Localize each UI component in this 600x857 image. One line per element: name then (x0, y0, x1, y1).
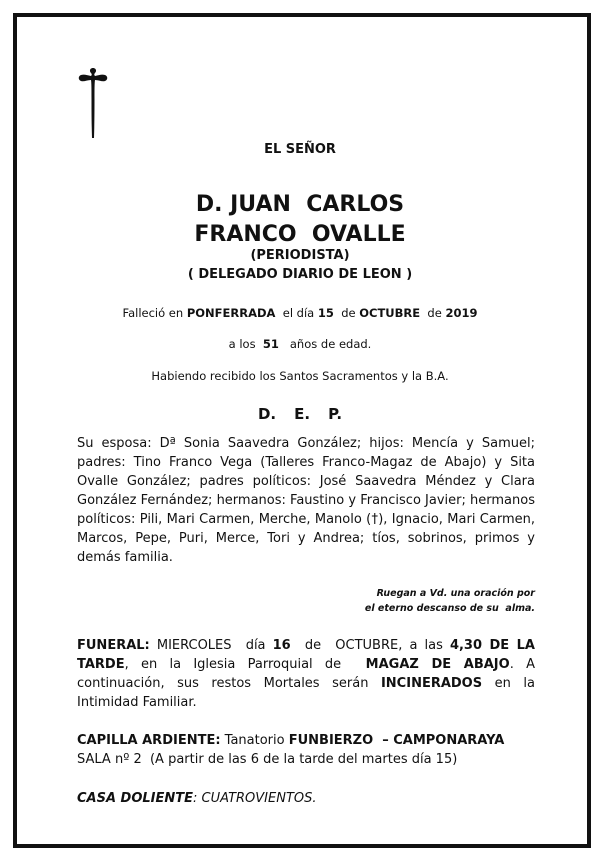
death-line (20, 306, 580, 320)
prayer-line-1: Ruegan a Vd. una oración por (376, 588, 535, 599)
capilla-line-2: SALA nº 2 (A partir de las 6 de la tarde del martes día 15) (77, 752, 458, 767)
casa-value: : CUATROVIENTOS. (193, 791, 317, 806)
funeral-day: 16 (272, 638, 291, 653)
prayer-line-2: el eterno descanso de su alma. (364, 603, 535, 614)
capilla-paragraph (77, 731, 535, 769)
funeral-text-4: . A continuación, sus restos Mortales serán (77, 657, 535, 691)
family-paragraph: Su esposa: Dª Sonia Saavedra González; hijos: Mencía y Samuel; padres: Tino Franco Vega (Talleres Franco-Magaz de Abajo) y Sita Ovalle González; padres políticos: José Saavedra Méndez y Clara González Fernández; hermanos: Faustino y Francisco Javier; hermanos políticos: Pili, Mari Carmen, Merche, Manolo (†), Ignacio, Mari Carmen, Marcos, Pepe, Puri, Merce, Tori y Andrea; tíos, sobrinos, primos y demás familia. (77, 436, 535, 565)
funeral-text-1: MIERCOLES día (149, 638, 273, 653)
funeral-text-5: en la Intimidad Familiar. (77, 676, 535, 710)
death-de2: de (420, 306, 446, 320)
funeral-text-2: de OCTUBRE, a las (290, 638, 450, 653)
dep-e: E. (294, 405, 311, 423)
death-year: 2019 (445, 306, 478, 320)
profession: (PERIODISTA) (250, 248, 350, 263)
age-value: 51 (262, 337, 279, 351)
age-prefix: a los (228, 337, 263, 351)
death-place: PONFERRADA (186, 306, 276, 320)
deceased-name (20, 190, 580, 250)
funeral-label: FUNERAL: (77, 638, 150, 653)
death-prefix: Falleció en (122, 306, 187, 320)
funeral-place: MAGAZ DE ABAJO (365, 657, 510, 672)
position: ( DELEGADO DIARIO DE LEON ) (187, 267, 413, 282)
dep-heading (20, 405, 580, 423)
capilla-label: CAPILLA ARDIENTE: (77, 733, 221, 748)
name-line-2: FRANCO OVALLE (194, 222, 406, 247)
name-line-1: D. JUAN CARLOS (195, 192, 405, 217)
funeral-paragraph (77, 636, 535, 712)
casa-label: CASA DOLIENTE (77, 791, 194, 806)
capilla-text: Tanatorio (220, 733, 289, 748)
death-mid: el día (275, 306, 318, 320)
dep-p: P. (328, 405, 343, 423)
casa-doliente (77, 789, 535, 808)
capilla-place: FUNBIERZO – CAMPONARAYA (288, 733, 505, 748)
cross-icon (76, 66, 110, 140)
funeral-text-3: , en la Iglesia Parroquial de (124, 657, 366, 672)
dep-d: D. (257, 405, 277, 423)
sacraments-line: Habiendo recibido los Santos Sacramentos y la B.A. (151, 369, 449, 383)
funeral-time: 4,30 DE LA TARDE (77, 638, 535, 672)
heading: EL SEÑOR (264, 142, 336, 157)
funeral-incinerados: INCINERADOS (380, 676, 483, 691)
death-de1: de (333, 306, 360, 320)
death-day: 15 (317, 306, 334, 320)
death-month: OCTUBRE (359, 306, 421, 320)
capilla-line-1 (77, 731, 535, 750)
age-suffix: años de edad. (278, 337, 372, 351)
prayer-request (77, 586, 535, 616)
age-line (20, 337, 580, 351)
